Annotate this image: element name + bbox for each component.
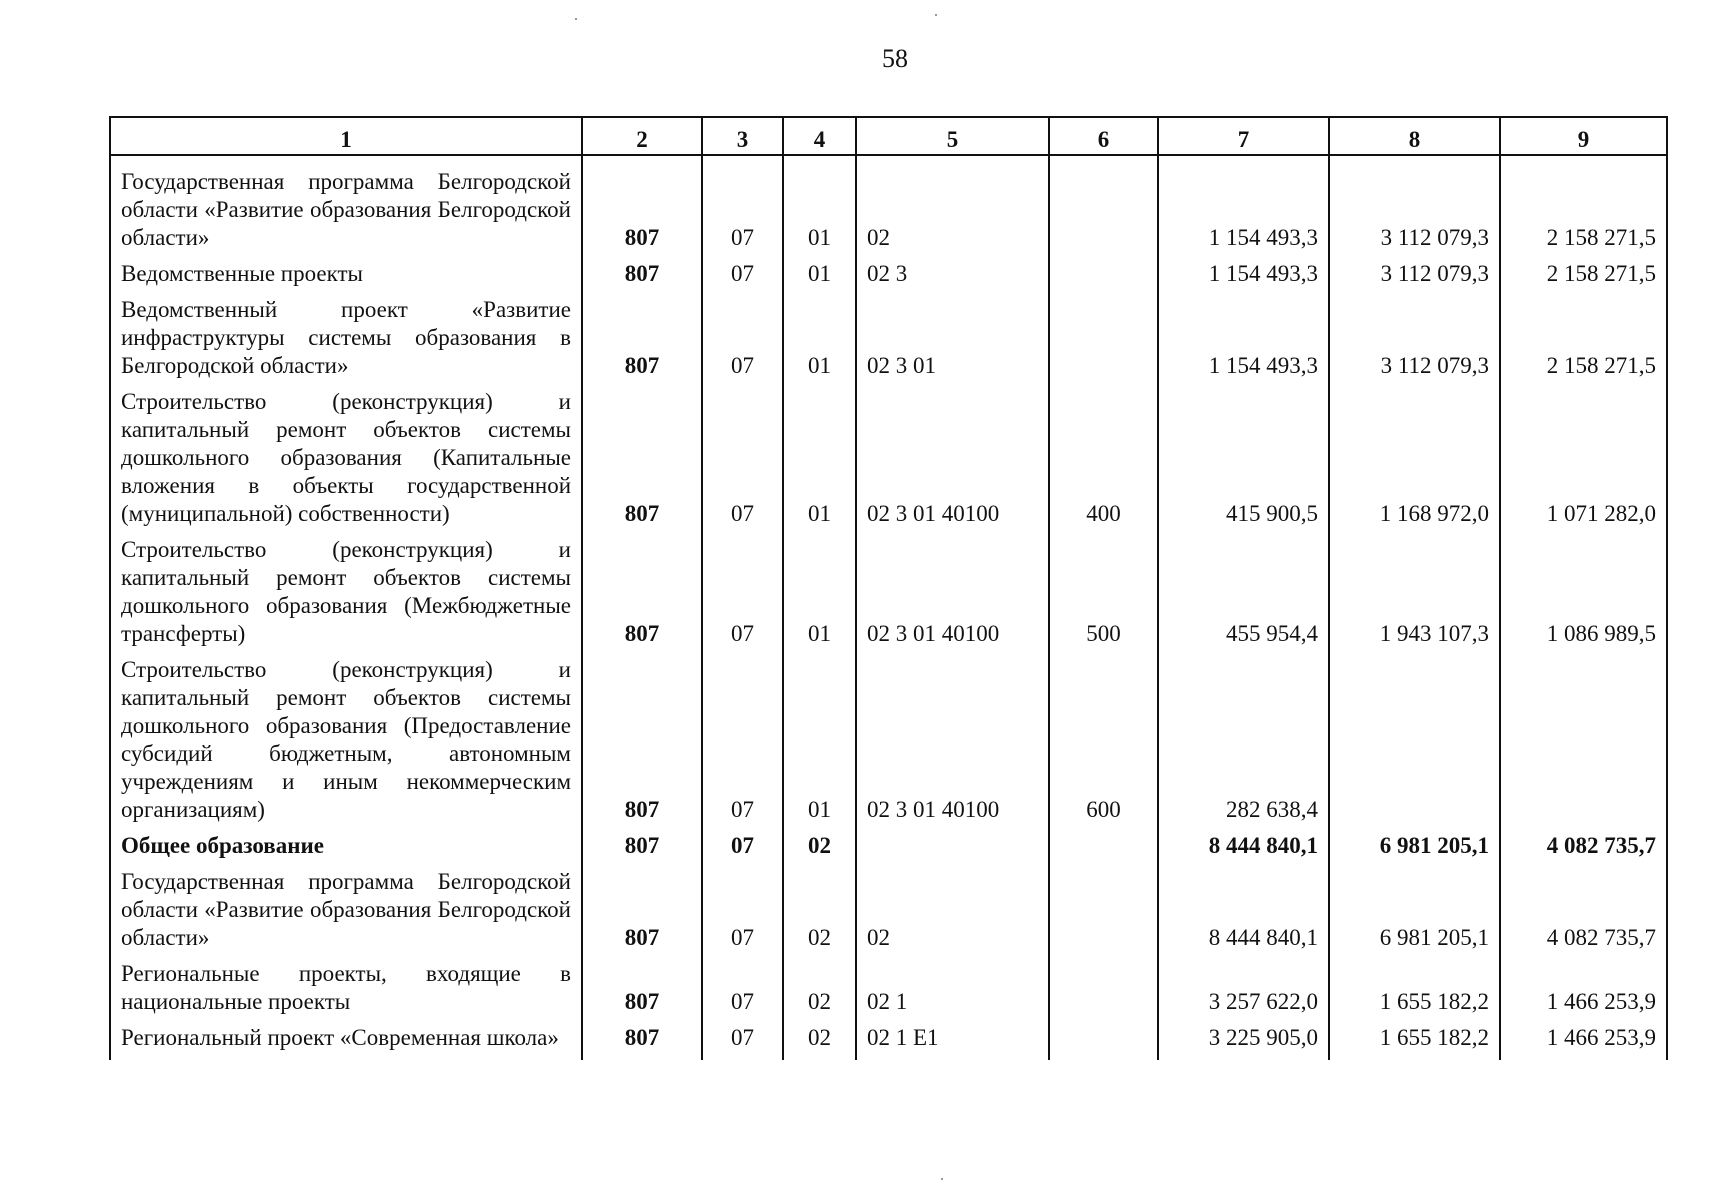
subsection-code: 02: [783, 868, 856, 960]
ministry-code: 807: [582, 868, 702, 960]
table-body: [110, 155, 1667, 1060]
amount-column-8: 1 655 182,2: [1329, 960, 1500, 1024]
row-name: Государственная программа Белгородской области «Развитие образования Белгородской области»: [110, 868, 582, 960]
column-header: 4: [783, 117, 856, 155]
scan-speck: [575, 18, 577, 20]
amount-column-9: 1 086 989,5: [1500, 536, 1667, 656]
amount-column-8: 3 112 079,3: [1329, 296, 1500, 388]
scan-speck: [935, 14, 937, 16]
amount-column-9: 1 466 253,9: [1500, 1024, 1667, 1060]
subsection-code: 01: [783, 260, 856, 296]
row-name: Региональные проекты, входящие в национальные проекты: [110, 960, 582, 1024]
row-name: Общее образование: [110, 832, 582, 868]
ministry-code: 807: [582, 960, 702, 1024]
row-name: Строительство (реконструкция) и капитальный ремонт объектов системы дошкольного образования (Предоставление субсидий бюджетным, автономным учреждениям и иным некоммерческим организациям): [110, 656, 582, 832]
section-code: 07: [702, 960, 783, 1024]
subsection-code: 01: [783, 388, 856, 536]
subsection-code: 01: [783, 296, 856, 388]
amount-column-7: 415 900,5: [1158, 388, 1329, 536]
ministry-code: 807: [582, 260, 702, 296]
amount-column-7: 3 257 622,0: [1158, 960, 1329, 1024]
header-row: [110, 117, 1667, 155]
target-article-code: 02 3: [856, 260, 1049, 296]
expense-type-code: [1049, 155, 1158, 260]
amount-column-9: 2 158 271,5: [1500, 260, 1667, 296]
budget-table: [109, 116, 1668, 1060]
amount-column-7: 1 154 493,3: [1158, 155, 1329, 260]
target-article-code: 02 3 01 40100: [856, 656, 1049, 832]
column-header: 6: [1049, 117, 1158, 155]
section-code: 07: [702, 832, 783, 868]
amount-column-7: 1 154 493,3: [1158, 260, 1329, 296]
row-name: Строительство (реконструкция) и капитальный ремонт объектов системы дошкольного образования (Межбюджетные трансферты): [110, 536, 582, 656]
amount-column-8: 3 112 079,3: [1329, 155, 1500, 260]
amount-column-8: 1 943 107,3: [1329, 536, 1500, 656]
scan-speck: [941, 1178, 943, 1180]
section-code: 07: [702, 260, 783, 296]
subsection-code: 01: [783, 155, 856, 260]
ministry-code: 807: [582, 155, 702, 260]
section-code: 07: [702, 296, 783, 388]
amount-column-7: 282 638,4: [1158, 656, 1329, 832]
expense-type-code: 600: [1049, 656, 1158, 832]
column-header: 3: [702, 117, 783, 155]
expense-type-code: 500: [1049, 536, 1158, 656]
amount-column-8: 6 981 205,1: [1329, 832, 1500, 868]
column-header: 9: [1500, 117, 1667, 155]
amount-column-9: 2 158 271,5: [1500, 296, 1667, 388]
ministry-code: 807: [582, 832, 702, 868]
column-header: 1: [110, 117, 582, 155]
table-row: [110, 155, 1667, 260]
row-name: Ведомственный проект «Развитие инфраструктуры системы образования в Белгородской области»: [110, 296, 582, 388]
section-code: 07: [702, 388, 783, 536]
table-row: [110, 868, 1667, 960]
target-article-code: 02: [856, 155, 1049, 260]
target-article-code: 02 3 01 40100: [856, 536, 1049, 656]
column-header: 2: [582, 117, 702, 155]
page-number: 58: [882, 44, 908, 73]
row-name: Региональный проект «Современная школа»: [110, 1024, 582, 1060]
subsection-code: 02: [783, 832, 856, 868]
section-code: 07: [702, 536, 783, 656]
table-row: [110, 1024, 1667, 1060]
table-row: [110, 960, 1667, 1024]
ministry-code: 807: [582, 296, 702, 388]
ministry-code: 807: [582, 1024, 702, 1060]
table-row: [110, 260, 1667, 296]
expense-type-code: 400: [1049, 388, 1158, 536]
amount-column-9: 2 158 271,5: [1500, 155, 1667, 260]
target-article-code: 02 1: [856, 960, 1049, 1024]
target-article-code: [856, 832, 1049, 868]
target-article-code: 02 3 01 40100: [856, 388, 1049, 536]
target-article-code: 02 1 E1: [856, 1024, 1049, 1060]
amount-column-7: 8 444 840,1: [1158, 832, 1329, 868]
column-header: 8: [1329, 117, 1500, 155]
row-name: Ведомственные проекты: [110, 260, 582, 296]
column-header: 7: [1158, 117, 1329, 155]
target-article-code: 02: [856, 868, 1049, 960]
section-code: 07: [702, 868, 783, 960]
amount-column-9: 1 466 253,9: [1500, 960, 1667, 1024]
section-code: 07: [702, 155, 783, 260]
section-code: 07: [702, 656, 783, 832]
amount-column-8: 3 112 079,3: [1329, 260, 1500, 296]
table-row: [110, 656, 1667, 832]
amount-column-7: 8 444 840,1: [1158, 868, 1329, 960]
expense-type-code: [1049, 296, 1158, 388]
amount-column-7: 1 154 493,3: [1158, 296, 1329, 388]
ministry-code: 807: [582, 388, 702, 536]
expense-type-code: [1049, 832, 1158, 868]
amount-column-8: 6 981 205,1: [1329, 868, 1500, 960]
ministry-code: 807: [582, 656, 702, 832]
table-row: [110, 832, 1667, 868]
expense-type-code: [1049, 960, 1158, 1024]
subsection-code: 01: [783, 536, 856, 656]
target-article-code: 02 3 01: [856, 296, 1049, 388]
expense-type-code: [1049, 1024, 1158, 1060]
table-row: [110, 296, 1667, 388]
amount-column-7: 455 954,4: [1158, 536, 1329, 656]
row-name: Государственная программа Белгородской области «Развитие образования Белгородской области»: [110, 155, 582, 260]
ministry-code: 807: [582, 536, 702, 656]
column-header: 5: [856, 117, 1049, 155]
amount-column-8: [1329, 656, 1500, 832]
subsection-code: 02: [783, 960, 856, 1024]
amount-column-8: 1 168 972,0: [1329, 388, 1500, 536]
subsection-code: 02: [783, 1024, 856, 1060]
table-row: [110, 388, 1667, 536]
amount-column-9: 4 082 735,7: [1500, 868, 1667, 960]
amount-column-9: 4 082 735,7: [1500, 832, 1667, 868]
amount-column-9: [1500, 656, 1667, 832]
budget-table-container: [109, 116, 1666, 1090]
table-row: [110, 536, 1667, 656]
amount-column-9: 1 071 282,0: [1500, 388, 1667, 536]
row-name: Строительство (реконструкция) и капитальный ремонт объектов системы дошкольного образования (Капитальные вложения в объекты государственной (муниципальной) собственности): [110, 388, 582, 536]
amount-column-8: 1 655 182,2: [1329, 1024, 1500, 1060]
amount-column-7: 3 225 905,0: [1158, 1024, 1329, 1060]
expense-type-code: [1049, 260, 1158, 296]
subsection-code: 01: [783, 656, 856, 832]
expense-type-code: [1049, 868, 1158, 960]
section-code: 07: [702, 1024, 783, 1060]
